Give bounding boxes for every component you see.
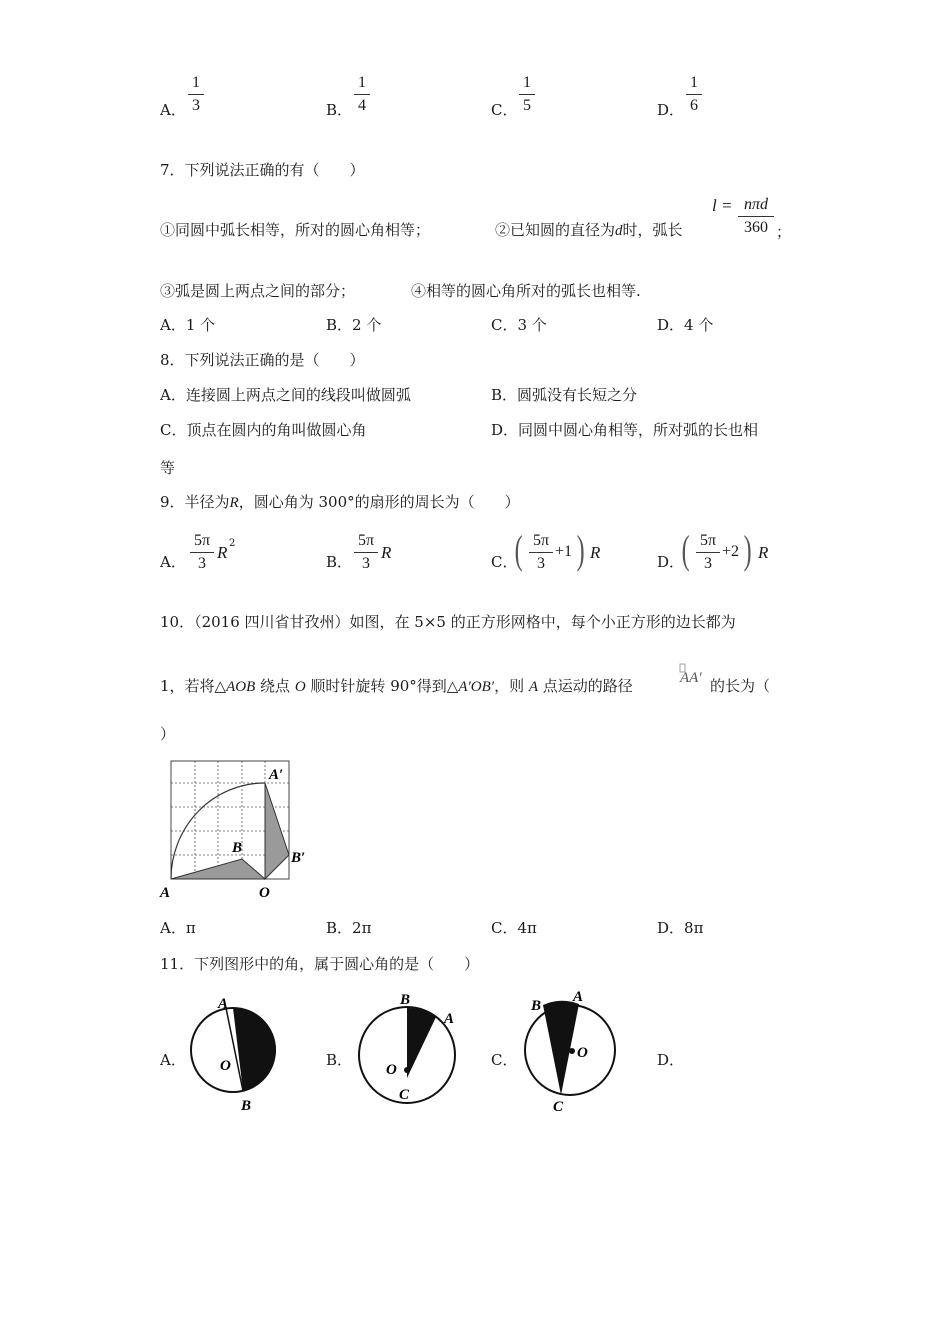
- q10-arc-notation: AA′: [680, 670, 702, 686]
- q8-option-c: C．顶点在圆内的角叫做圆心角: [160, 421, 367, 439]
- q6-option-c-fraction: 1 5: [519, 74, 535, 115]
- q11-a-shaded-sector: [233, 1008, 276, 1091]
- q9-option-a-r: R: [217, 543, 228, 562]
- q9-option-c-right-paren: ): [576, 527, 585, 572]
- q7-formula-end: ；: [776, 223, 792, 241]
- q10-grid-figure: [155, 755, 315, 905]
- q11-a-label-a: A: [218, 996, 229, 1012]
- q9-option-a-label: A．: [160, 553, 186, 571]
- q11-b-label-b: B: [400, 992, 411, 1008]
- q9-stem: 9．半径为R，圆心角为 300°的扇形的周长为（ ）: [160, 493, 520, 511]
- q11-c-label-c: C: [553, 1099, 564, 1115]
- q9-option-b-fraction: 5π 3: [354, 532, 378, 573]
- q7-option-d: D．4 个: [657, 316, 714, 334]
- q11-c-label-o: O: [577, 1045, 588, 1061]
- q6-option-c-label: C．: [491, 101, 518, 119]
- q7-statement-3: ③弧是圆上两点之间的部分；: [160, 282, 356, 300]
- q11-figure-c: [515, 985, 625, 1115]
- q10-stem-line-3: ）: [160, 725, 176, 743]
- q11-b-label-a: A: [444, 1011, 455, 1027]
- q9-option-d-fraction: 5π 3: [696, 532, 720, 573]
- q11-figure-a: [185, 990, 290, 1115]
- q10-arc-marker-icon: [679, 663, 687, 673]
- q10-label-a-prime: A′: [269, 767, 284, 783]
- q10-option-d: D．8π: [657, 919, 704, 937]
- q11-option-a-label: A．: [160, 1051, 186, 1069]
- q9-option-b-r: R: [381, 543, 392, 562]
- q9-option-c-plus: +1: [555, 543, 573, 560]
- q6-option-d-fraction: 1 6: [686, 74, 702, 115]
- q8-stem: 8．下列说法正确的是（ ）: [160, 351, 365, 369]
- q9-option-c-fraction: 5π 3: [529, 532, 553, 573]
- q9-option-a-exponent: 2: [229, 538, 236, 549]
- q10-stem-line-2-end: 的长为（: [710, 677, 771, 695]
- q6-option-d-label: D．: [657, 101, 685, 119]
- q7-stem: 7．下列说法正确的有（ ）: [160, 161, 365, 179]
- q10-label-a: A: [160, 885, 171, 901]
- q8-option-b: B．圆弧没有长短之分: [491, 386, 638, 404]
- q11-c-shaded-angle: [543, 1001, 579, 1095]
- q11-c-label-b: B: [531, 998, 542, 1014]
- q11-c-center-dot: [569, 1048, 575, 1054]
- q9-option-c-label: C．: [491, 553, 518, 571]
- q11-c-label-a: A: [573, 989, 584, 1005]
- q9-option-a-fraction: 5π 3: [190, 532, 214, 573]
- q10-stem-line-1: 10．（2016 四川省甘孜州）如图，在 5×5 的正方形网格中，每个小正方形的边长都为: [160, 613, 736, 631]
- q9-option-d-right-paren: ): [743, 527, 752, 572]
- q6-option-a-label: A．: [160, 101, 186, 119]
- q8-option-a: A．连接圆上两点之间的线段叫做圆弧: [160, 386, 411, 404]
- q7-statement-4: ④相等的圆心角所对的弧长也相等.: [411, 282, 641, 300]
- q7-option-b: B．2 个: [326, 316, 382, 334]
- q11-b-label-o: O: [386, 1062, 397, 1078]
- q10-option-b: B．2π: [326, 919, 372, 937]
- q11-option-c-label: C．: [491, 1051, 518, 1069]
- q10-label-o: O: [259, 885, 270, 901]
- q11-a-label-o: O: [220, 1058, 231, 1074]
- q6-option-a-fraction: 1 3: [188, 74, 204, 115]
- q6-option-b-label: B．: [326, 101, 353, 119]
- q11-b-shaded-angle: [407, 1008, 436, 1078]
- q10-triangle-a2ob2: [265, 783, 289, 879]
- q10-label-b-prime: B′: [291, 850, 306, 866]
- q9-option-b-label: B．: [326, 553, 353, 571]
- q7-statement-1: ①同圆中弧长相等，所对的圆心角相等；: [160, 221, 431, 239]
- q11-a-label-b: B: [241, 1098, 252, 1114]
- q9-option-d-plus: +2: [722, 543, 740, 560]
- q11-option-d-label: D．: [657, 1051, 685, 1069]
- q7-option-a: A．1 个: [160, 316, 216, 334]
- q11-b-label-c: C: [399, 1087, 410, 1103]
- q7-formula-fraction: nπd 360: [738, 196, 774, 237]
- q10-label-b: B: [232, 840, 243, 856]
- q11-option-b-label: B．: [326, 1051, 353, 1069]
- q9-option-c-r: R: [590, 543, 601, 562]
- q11-b-center-dot: [404, 1067, 410, 1073]
- q6-option-b-fraction: 1 4: [354, 74, 370, 115]
- q10-option-a: A．π: [160, 919, 196, 937]
- q9-option-c-left-paren: (: [514, 527, 523, 572]
- q9-option-d-label: D．: [657, 553, 685, 571]
- q7-option-c: C．3 个: [491, 316, 547, 334]
- q10-option-c: C．4π: [491, 919, 537, 937]
- q7-formula-l: l =: [712, 196, 733, 215]
- q8-option-d-continued: 等: [160, 459, 176, 477]
- q11-figure-b: [350, 990, 470, 1115]
- q10-stem-line-2: 1，若将△AOB 绕点 O 顺时针旋转 90°得到△A′OB′，则 A 点运动的路径: [160, 677, 633, 695]
- q7-statement-2: ②已知圆的直径为d时，弧长: [495, 221, 683, 239]
- q9-option-d-r: R: [758, 543, 769, 562]
- q11-stem: 11．下列图形中的角，属于圆心角的是（ ）: [160, 955, 480, 973]
- q9-option-d-left-paren: (: [681, 527, 690, 572]
- q8-option-d: D．同圆中圆心角相等，所对弧的长也相: [491, 421, 759, 439]
